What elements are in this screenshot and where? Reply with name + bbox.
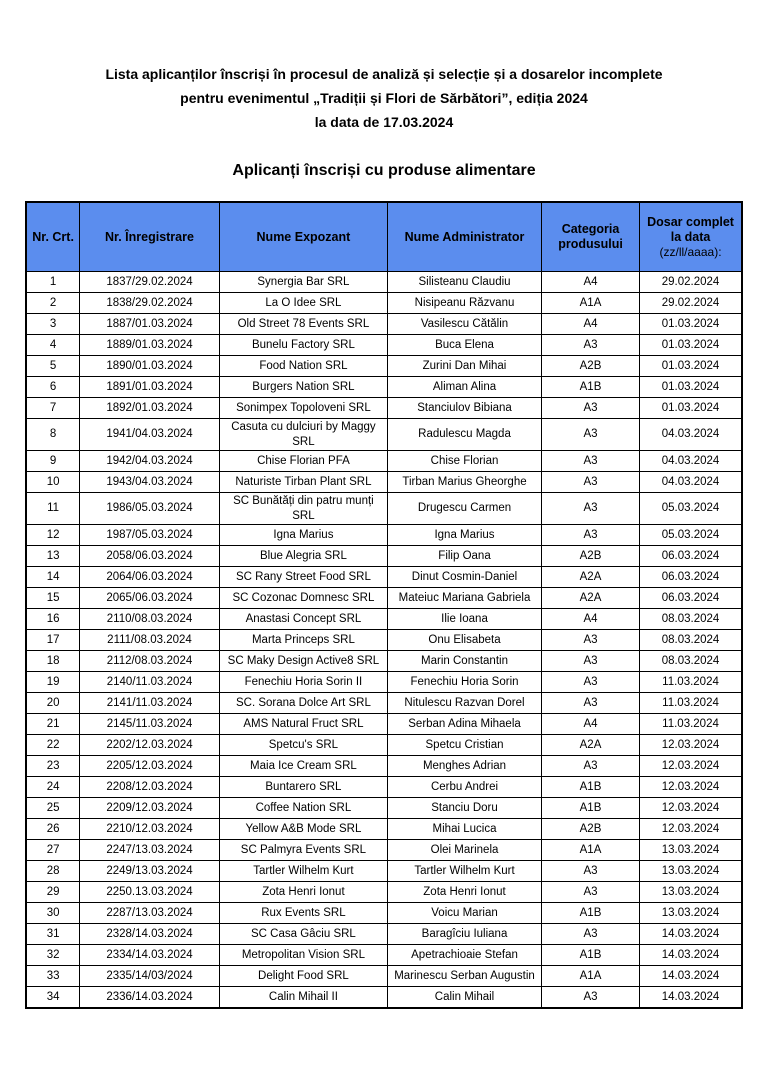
cell-nume-expozant: Bunelu Factory SRL <box>219 335 387 356</box>
cell-categoria-produsului: A1B <box>541 798 639 819</box>
cell-nume-administrator: Menghes Adrian <box>388 756 542 777</box>
cell-nume-expozant: Maia Ice Cream SRL <box>219 756 387 777</box>
table-row <box>26 630 742 651</box>
cell-categoria-produsului: A2B <box>541 819 639 840</box>
table-row <box>26 335 742 356</box>
table-row <box>26 651 742 672</box>
cell-nr-crt: 10 <box>26 472 80 493</box>
cell-nr-inregistrare: 1986/05.03.2024 <box>80 493 220 525</box>
cell-nume-expozant: Naturiste Tirban Plant SRL <box>219 472 387 493</box>
cell-nr-crt: 2 <box>26 293 80 314</box>
cell-nr-crt: 22 <box>26 735 80 756</box>
title-line-2: pentru evenimentul „Tradiții și Flori de Sărbători”, ediția 2024 <box>180 90 588 106</box>
cell-categoria-produsului: A4 <box>541 272 639 293</box>
cell-nr-crt: 1 <box>26 272 80 293</box>
cell-nr-inregistrare: 2287/13.03.2024 <box>80 903 220 924</box>
cell-categoria-produsului: A3 <box>541 693 639 714</box>
cell-nr-inregistrare: 2065/06.03.2024 <box>80 588 220 609</box>
section-subtitle: Aplicanți înscriși cu produse alimentare <box>232 162 536 179</box>
cell-nume-administrator: Cerbu Andrei <box>388 777 542 798</box>
cell-nume-administrator: Nitulescu Razvan Dorel <box>388 693 542 714</box>
table-row <box>26 567 742 588</box>
cell-nume-administrator: Mateiuc Mariana Gabriela <box>388 588 542 609</box>
cell-categoria-produsului: A3 <box>541 335 639 356</box>
cell-dosar-data: 01.03.2024 <box>640 314 742 335</box>
cell-nume-expozant: Coffee Nation SRL <box>219 798 387 819</box>
cell-dosar-data: 08.03.2024 <box>640 609 742 630</box>
cell-nume-administrator: Apetrachioaie Stefan <box>388 945 542 966</box>
cell-nr-inregistrare: 2208/12.03.2024 <box>80 777 220 798</box>
cell-categoria-produsului: A1B <box>541 903 639 924</box>
cell-nume-administrator: Marin Constantin <box>388 651 542 672</box>
cell-categoria-produsului: A3 <box>541 472 639 493</box>
cell-nume-expozant: Delight Food SRL <box>219 966 387 987</box>
cell-nr-inregistrare: 2249/13.03.2024 <box>80 861 220 882</box>
cell-nume-administrator: Stanciu Doru <box>388 798 542 819</box>
cell-nume-expozant: Igna Marius <box>219 525 387 546</box>
cell-nume-administrator: Voicu Marian <box>388 903 542 924</box>
cell-nume-expozant: SC Cozonac Domnesc SRL <box>219 588 387 609</box>
cell-nr-crt: 26 <box>26 819 80 840</box>
col-header-categoria-produsului: Categoria produsului <box>541 202 639 272</box>
table-row <box>26 714 742 735</box>
cell-nume-expozant: Zota Henri Ionut <box>219 882 387 903</box>
cell-nr-crt: 16 <box>26 609 80 630</box>
cell-categoria-produsului: A3 <box>541 451 639 472</box>
table-row <box>26 756 742 777</box>
cell-nr-inregistrare: 1889/01.03.2024 <box>80 335 220 356</box>
cell-dosar-data: 05.03.2024 <box>640 525 742 546</box>
cell-categoria-produsului: A3 <box>541 861 639 882</box>
cell-nr-crt: 3 <box>26 314 80 335</box>
cell-nume-administrator: Stanciulov Bibiana <box>388 398 542 419</box>
cell-nume-administrator: Nisipeanu Răzvanu <box>388 293 542 314</box>
col-header-nr-inregistrare: Nr. Înregistrare <box>80 202 220 272</box>
cell-nume-administrator: Zota Henri Ionut <box>388 882 542 903</box>
table-row <box>26 819 742 840</box>
cell-nume-expozant: SC. Sorana Dolce Art SRL <box>219 693 387 714</box>
cell-categoria-produsului: A3 <box>541 672 639 693</box>
col-header-dosar-note: (zz/ll/aaaa): <box>659 244 722 259</box>
cell-nume-expozant: Marta Princeps SRL <box>219 630 387 651</box>
cell-nume-expozant: La O Idee SRL <box>219 293 387 314</box>
cell-categoria-produsului: A3 <box>541 493 639 525</box>
cell-dosar-data: 12.03.2024 <box>640 756 742 777</box>
cell-categoria-produsului: A1A <box>541 966 639 987</box>
cell-nume-expozant: Anastasi Concept SRL <box>219 609 387 630</box>
cell-categoria-produsului: A2A <box>541 588 639 609</box>
cell-nr-inregistrare: 2336/14.03.2024 <box>80 987 220 1009</box>
cell-nr-crt: 7 <box>26 398 80 419</box>
cell-dosar-data: 08.03.2024 <box>640 630 742 651</box>
cell-dosar-data: 29.02.2024 <box>640 272 742 293</box>
cell-dosar-data: 14.03.2024 <box>640 987 742 1009</box>
cell-nr-crt: 24 <box>26 777 80 798</box>
cell-nume-administrator: Mihai Lucica <box>388 819 542 840</box>
cell-dosar-data: 13.03.2024 <box>640 861 742 882</box>
cell-nume-administrator: Silisteanu Claudiu <box>388 272 542 293</box>
cell-categoria-produsului: A3 <box>541 924 639 945</box>
cell-nume-expozant: Synergia Bar SRL <box>219 272 387 293</box>
cell-nume-administrator: Vasilescu Cătălin <box>388 314 542 335</box>
table-row <box>26 546 742 567</box>
cell-categoria-produsului: A1B <box>541 777 639 798</box>
cell-nume-expozant: Buntarero SRL <box>219 777 387 798</box>
cell-dosar-data: 12.03.2024 <box>640 777 742 798</box>
table-row <box>26 451 742 472</box>
cell-nume-expozant: Spetcu's SRL <box>219 735 387 756</box>
cell-nr-crt: 21 <box>26 714 80 735</box>
cell-dosar-data: 12.03.2024 <box>640 798 742 819</box>
cell-dosar-data: 04.03.2024 <box>640 419 742 451</box>
cell-nr-inregistrare: 2141/11.03.2024 <box>80 693 220 714</box>
cell-nume-administrator: Marinescu Serban Augustin <box>388 966 542 987</box>
cell-nume-expozant: SC Bunătăți din patru munți SRL <box>219 493 387 525</box>
cell-nr-crt: 8 <box>26 419 80 451</box>
cell-nr-crt: 34 <box>26 987 80 1009</box>
table-row <box>26 798 742 819</box>
cell-nume-expozant: Old Street 78 Events SRL <box>219 314 387 335</box>
table-row <box>26 987 742 1009</box>
table-row <box>26 272 742 293</box>
cell-categoria-produsului: A3 <box>541 419 639 451</box>
cell-nume-administrator: Ilie Ioana <box>388 609 542 630</box>
cell-nr-inregistrare: 1887/01.03.2024 <box>80 314 220 335</box>
cell-nr-inregistrare: 2145/11.03.2024 <box>80 714 220 735</box>
cell-nr-crt: 19 <box>26 672 80 693</box>
table-row <box>26 945 742 966</box>
cell-nume-expozant: SC Palmyra Events SRL <box>219 840 387 861</box>
cell-categoria-produsului: A3 <box>541 882 639 903</box>
col-header-dosar-complet <box>640 202 742 272</box>
cell-categoria-produsului: A3 <box>541 987 639 1009</box>
cell-nume-administrator: Chise Florian <box>388 451 542 472</box>
table-row <box>26 419 742 451</box>
cell-dosar-data: 01.03.2024 <box>640 335 742 356</box>
table-row <box>26 493 742 525</box>
cell-categoria-produsului: A1B <box>541 377 639 398</box>
cell-nume-administrator: Olei Marinela <box>388 840 542 861</box>
table-header-row <box>26 202 742 272</box>
cell-nume-administrator: Spetcu Cristian <box>388 735 542 756</box>
cell-nr-crt: 20 <box>26 693 80 714</box>
cell-categoria-produsului: A4 <box>541 609 639 630</box>
table-row <box>26 672 742 693</box>
col-header-dosar-label: Dosar complet la data <box>647 214 734 244</box>
cell-dosar-data: 13.03.2024 <box>640 840 742 861</box>
table-row <box>26 735 742 756</box>
table-row <box>26 840 742 861</box>
cell-nume-administrator: Serban Adina Mihaela <box>388 714 542 735</box>
cell-nume-expozant: Fenechiu Horia Sorin II <box>219 672 387 693</box>
table-row <box>26 903 742 924</box>
cell-nume-expozant: Rux Events SRL <box>219 903 387 924</box>
cell-categoria-produsului: A2A <box>541 567 639 588</box>
cell-nr-inregistrare: 1942/04.03.2024 <box>80 451 220 472</box>
cell-dosar-data: 12.03.2024 <box>640 819 742 840</box>
table-row <box>26 472 742 493</box>
cell-nume-expozant: Calin Mihail II <box>219 987 387 1009</box>
cell-nr-inregistrare: 1943/04.03.2024 <box>80 472 220 493</box>
table-row <box>26 609 742 630</box>
cell-nume-administrator: Igna Marius <box>388 525 542 546</box>
cell-dosar-data: 14.03.2024 <box>640 924 742 945</box>
table-row <box>26 398 742 419</box>
cell-dosar-data: 12.03.2024 <box>640 735 742 756</box>
table-row <box>26 861 742 882</box>
cell-dosar-data: 11.03.2024 <box>640 714 742 735</box>
table-row <box>26 356 742 377</box>
cell-nume-administrator: Fenechiu Horia Sorin <box>388 672 542 693</box>
cell-dosar-data: 14.03.2024 <box>640 945 742 966</box>
cell-nume-expozant: SC Maky Design Active8 SRL <box>219 651 387 672</box>
cell-categoria-produsului: A2B <box>541 356 639 377</box>
cell-nr-crt: 13 <box>26 546 80 567</box>
table-body <box>26 272 742 1009</box>
cell-nr-crt: 15 <box>26 588 80 609</box>
cell-dosar-data: 06.03.2024 <box>640 546 742 567</box>
cell-dosar-data: 13.03.2024 <box>640 882 742 903</box>
table-row <box>26 525 742 546</box>
cell-nume-administrator: Baragîciu Iuliana <box>388 924 542 945</box>
table-row <box>26 588 742 609</box>
cell-categoria-produsului: A3 <box>541 525 639 546</box>
cell-nr-inregistrare: 2058/06.03.2024 <box>80 546 220 567</box>
cell-nr-inregistrare: 1891/01.03.2024 <box>80 377 220 398</box>
cell-categoria-produsului: A3 <box>541 756 639 777</box>
cell-nume-administrator: Tartler Wilhelm Kurt <box>388 861 542 882</box>
cell-nr-crt: 4 <box>26 335 80 356</box>
cell-nume-administrator: Aliman Alina <box>388 377 542 398</box>
col-header-nume-administrator: Nume Administrator <box>388 202 542 272</box>
cell-nume-administrator: Buca Elena <box>388 335 542 356</box>
cell-nr-crt: 25 <box>26 798 80 819</box>
title-line-1: Lista aplicanților înscriși în procesul de analiză și selecție și a dosarelor incomplete <box>105 66 663 82</box>
cell-nume-administrator: Calin Mihail <box>388 987 542 1009</box>
cell-nume-expozant: Food Nation SRL <box>219 356 387 377</box>
table-row <box>26 314 742 335</box>
cell-dosar-data: 04.03.2024 <box>640 451 742 472</box>
col-header-nume-expozant: Nume Expozant <box>219 202 387 272</box>
cell-nr-crt: 31 <box>26 924 80 945</box>
cell-nume-expozant: Chise Florian PFA <box>219 451 387 472</box>
cell-dosar-data: 08.03.2024 <box>640 651 742 672</box>
table-row <box>26 293 742 314</box>
table-row <box>26 693 742 714</box>
cell-nr-crt: 5 <box>26 356 80 377</box>
cell-dosar-data: 13.03.2024 <box>640 903 742 924</box>
cell-categoria-produsului: A3 <box>541 651 639 672</box>
cell-nr-inregistrare: 2247/13.03.2024 <box>80 840 220 861</box>
cell-nume-administrator: Zurini Dan Mihai <box>388 356 542 377</box>
table-row <box>26 377 742 398</box>
cell-nume-administrator: Filip Oana <box>388 546 542 567</box>
cell-nume-expozant: Burgers Nation SRL <box>219 377 387 398</box>
cell-nume-administrator: Tirban Marius Gheorghe <box>388 472 542 493</box>
table-row <box>26 924 742 945</box>
cell-categoria-produsului: A2A <box>541 735 639 756</box>
cell-categoria-produsului: A4 <box>541 714 639 735</box>
cell-nume-expozant: Yellow A&B Mode SRL <box>219 819 387 840</box>
cell-nr-inregistrare: 1941/04.03.2024 <box>80 419 220 451</box>
cell-nr-inregistrare: 1838/29.02.2024 <box>80 293 220 314</box>
cell-nr-crt: 14 <box>26 567 80 588</box>
cell-nume-administrator: Dinut Cosmin-Daniel <box>388 567 542 588</box>
cell-categoria-produsului: A3 <box>541 398 639 419</box>
cell-categoria-produsului: A4 <box>541 314 639 335</box>
applicants-table <box>25 201 743 1009</box>
cell-nr-inregistrare: 2328/14.03.2024 <box>80 924 220 945</box>
cell-nume-expozant: Sonimpex Topoloveni SRL <box>219 398 387 419</box>
cell-dosar-data: 11.03.2024 <box>640 672 742 693</box>
cell-dosar-data: 01.03.2024 <box>640 398 742 419</box>
cell-nr-inregistrare: 2111/08.03.2024 <box>80 630 220 651</box>
cell-nume-expozant: AMS Natural Fruct SRL <box>219 714 387 735</box>
cell-categoria-produsului: A1B <box>541 945 639 966</box>
cell-nr-inregistrare: 2334/14.03.2024 <box>80 945 220 966</box>
cell-nr-crt: 18 <box>26 651 80 672</box>
cell-nr-inregistrare: 1892/01.03.2024 <box>80 398 220 419</box>
cell-nr-inregistrare: 2205/12.03.2024 <box>80 756 220 777</box>
cell-nr-inregistrare: 2250.13.03.2024 <box>80 882 220 903</box>
cell-nr-crt: 28 <box>26 861 80 882</box>
cell-categoria-produsului: A1A <box>541 840 639 861</box>
cell-nr-crt: 6 <box>26 377 80 398</box>
cell-nr-crt: 17 <box>26 630 80 651</box>
cell-nr-crt: 32 <box>26 945 80 966</box>
cell-dosar-data: 06.03.2024 <box>640 567 742 588</box>
table-row <box>26 966 742 987</box>
cell-nr-inregistrare: 2112/08.03.2024 <box>80 651 220 672</box>
cell-nume-administrator: Onu Elisabeta <box>388 630 542 651</box>
cell-dosar-data: 29.02.2024 <box>640 293 742 314</box>
cell-categoria-produsului: A3 <box>541 630 639 651</box>
title-line-3: la data de 17.03.2024 <box>314 114 454 130</box>
cell-nr-inregistrare: 2202/12.03.2024 <box>80 735 220 756</box>
cell-nr-crt: 9 <box>26 451 80 472</box>
cell-nume-expozant: SC Rany Street Food SRL <box>219 567 387 588</box>
cell-nume-expozant: Blue Alegria SRL <box>219 546 387 567</box>
cell-nr-inregistrare: 2335/14/03/2024 <box>80 966 220 987</box>
cell-nr-crt: 23 <box>26 756 80 777</box>
cell-dosar-data: 11.03.2024 <box>640 693 742 714</box>
cell-nr-inregistrare: 2110/08.03.2024 <box>80 609 220 630</box>
table-row <box>26 777 742 798</box>
cell-nume-expozant: Metropolitan Vision SRL <box>219 945 387 966</box>
cell-nr-crt: 12 <box>26 525 80 546</box>
cell-nr-inregistrare: 2140/11.03.2024 <box>80 672 220 693</box>
cell-nr-inregistrare: 2210/12.03.2024 <box>80 819 220 840</box>
cell-nr-inregistrare: 1837/29.02.2024 <box>80 272 220 293</box>
cell-categoria-produsului: A1A <box>541 293 639 314</box>
cell-nr-crt: 29 <box>26 882 80 903</box>
cell-nume-expozant: SC Casa Gâciu SRL <box>219 924 387 945</box>
cell-nume-expozant: Tartler Wilhelm Kurt <box>219 861 387 882</box>
cell-nr-crt: 27 <box>26 840 80 861</box>
cell-dosar-data: 01.03.2024 <box>640 356 742 377</box>
cell-categoria-produsului: A2B <box>541 546 639 567</box>
cell-dosar-data: 06.03.2024 <box>640 588 742 609</box>
document-title <box>0 62 768 134</box>
cell-nr-crt: 30 <box>26 903 80 924</box>
table-row <box>26 882 742 903</box>
cell-nume-administrator: Radulescu Magda <box>388 419 542 451</box>
cell-nr-inregistrare: 2064/06.03.2024 <box>80 567 220 588</box>
cell-nr-inregistrare: 1890/01.03.2024 <box>80 356 220 377</box>
cell-nr-crt: 11 <box>26 493 80 525</box>
cell-nr-crt: 33 <box>26 966 80 987</box>
cell-nume-administrator: Drugescu Carmen <box>388 493 542 525</box>
cell-nume-expozant: Casuta cu dulciuri by Maggy SRL <box>219 419 387 451</box>
cell-dosar-data: 05.03.2024 <box>640 493 742 525</box>
cell-dosar-data: 14.03.2024 <box>640 966 742 987</box>
cell-dosar-data: 01.03.2024 <box>640 377 742 398</box>
col-header-nr-crt: Nr. Crt. <box>26 202 80 272</box>
cell-nr-inregistrare: 1987/05.03.2024 <box>80 525 220 546</box>
cell-nr-inregistrare: 2209/12.03.2024 <box>80 798 220 819</box>
cell-dosar-data: 04.03.2024 <box>640 472 742 493</box>
